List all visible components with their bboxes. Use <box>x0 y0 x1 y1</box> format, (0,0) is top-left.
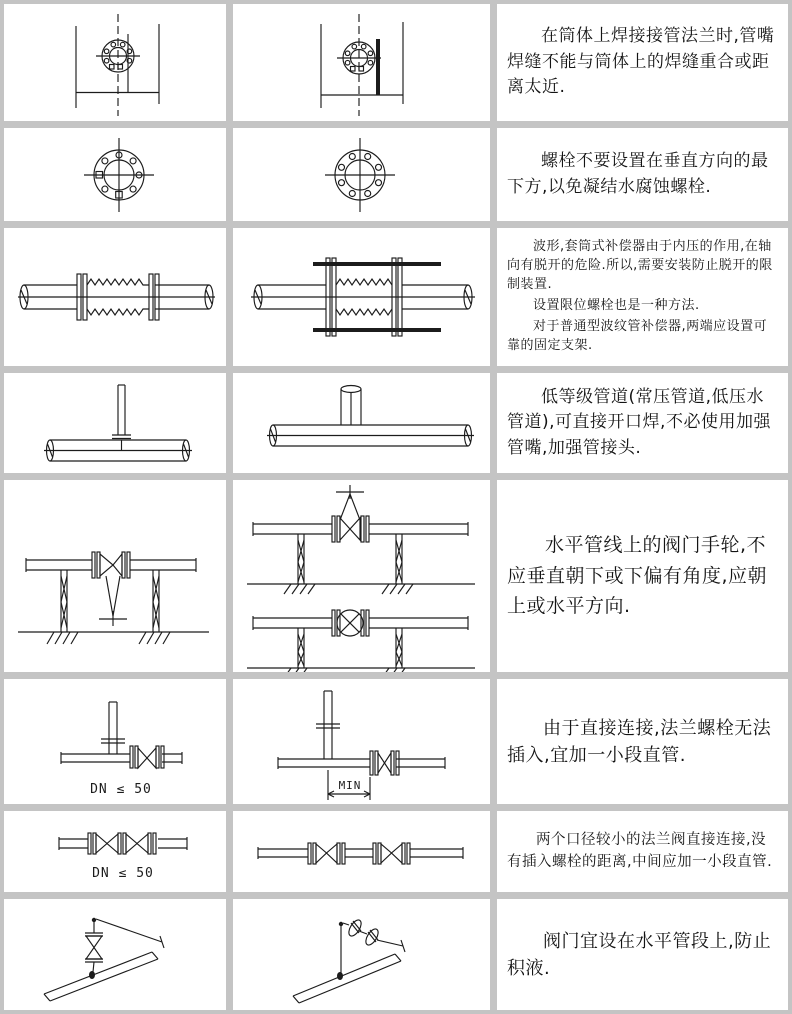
handwheel-up-or-horizontal-correct-diagram <box>233 480 490 672</box>
note-paragraph: 螺栓不要设置在垂直方向的最下方,以免凝结水腐蚀螺栓. <box>507 151 769 197</box>
correct-example-cell <box>233 679 490 804</box>
wrong-example-cell <box>4 811 226 892</box>
wrong-example-cell <box>4 128 226 221</box>
bolts-straddle-bottom-correct-diagram <box>233 128 490 221</box>
valve-on-vertical-riser-wrong-diagram <box>4 904 226 1005</box>
note-paragraph: 波形,套筒式补偿器由于内压的作用,在轴向有脱开的危险.所以,需要安装防止脱开的限制装置. <box>507 239 773 293</box>
wrong-example-cell <box>4 679 226 804</box>
valves-back-to-back-wrong-diagram <box>4 811 226 892</box>
note-cell <box>497 480 788 672</box>
note-paragraph: 两个口径较小的法兰阀直接连接,没有插入螺栓的距离,中间应加一小段直管. <box>507 831 773 870</box>
correct-example-cell <box>233 811 490 892</box>
note-cell <box>497 128 788 221</box>
bolt-at-bottom-wrong-diagram <box>4 128 226 221</box>
wrong-example-cell <box>4 4 226 121</box>
bellows-without-restraint-wrong-diagram <box>4 228 226 366</box>
correct-example-cell <box>233 4 490 121</box>
bellows-with-limit-rods-correct-diagram <box>233 228 490 366</box>
note-cell <box>497 228 788 366</box>
valve-on-horizontal-run-correct-diagram <box>233 904 490 1005</box>
correct-example-cell <box>233 128 490 221</box>
reinforced-nozzle-branch-wrong-diagram <box>4 373 226 473</box>
correct-example-cell <box>233 373 490 473</box>
note-cell <box>497 679 788 804</box>
note-paragraph: 设置限位螺栓也是一种方法. <box>533 298 700 313</box>
wrong-example-cell <box>4 480 226 672</box>
wrong-example-cell <box>4 373 226 473</box>
valves-with-spool-correct-diagram <box>233 811 490 892</box>
note-paragraph: 水平管线上的阀门手轮,不应垂直朝下或下偏有角度,应朝上或水平方向. <box>507 534 768 618</box>
note-cell <box>497 811 788 892</box>
note-cell <box>497 899 788 1010</box>
note-paragraph: 低等级管道(常压管道,低压水管道),可直接开口焊,不必使用加强管嘴,加强管接头. <box>507 386 771 458</box>
direct-opening-weld-branch-correct-diagram <box>233 373 490 473</box>
handwheel-pointing-down-wrong-diagram <box>4 480 226 672</box>
note-cell <box>497 373 788 473</box>
note-paragraph: 阀门宜设在水平管段上,防止积液. <box>507 930 772 979</box>
correct-example-cell <box>233 228 490 366</box>
flange-away-from-shell-weld-correct-diagram <box>233 4 490 121</box>
min-label: MIN <box>338 778 362 792</box>
dn50-label: DN ≤ 50 <box>92 866 154 881</box>
valve-directly-at-tee-wrong-diagram <box>4 680 226 804</box>
wrong-example-cell <box>4 228 226 366</box>
flange-near-shell-weld-wrong-diagram <box>4 4 226 121</box>
dn50-label: DN ≤ 50 <box>90 781 152 797</box>
note-paragraph: 由于直接连接,法兰螺栓无法插入,宜加一小段直管. <box>507 717 772 766</box>
note-paragraph: 在筒体上焊接接管法兰时,管嘴焊缝不能与筒体上的焊缝重合或距离太近. <box>507 26 775 98</box>
valve-with-min-spool-correct-diagram <box>233 680 490 804</box>
note-cell <box>497 4 788 121</box>
wrong-example-cell <box>4 899 226 1010</box>
note-paragraph: 对于普通型波纹管补偿器,两端应设置可靠的固定支架. <box>507 318 768 353</box>
correct-example-cell <box>233 480 490 672</box>
correct-example-cell <box>233 899 490 1010</box>
